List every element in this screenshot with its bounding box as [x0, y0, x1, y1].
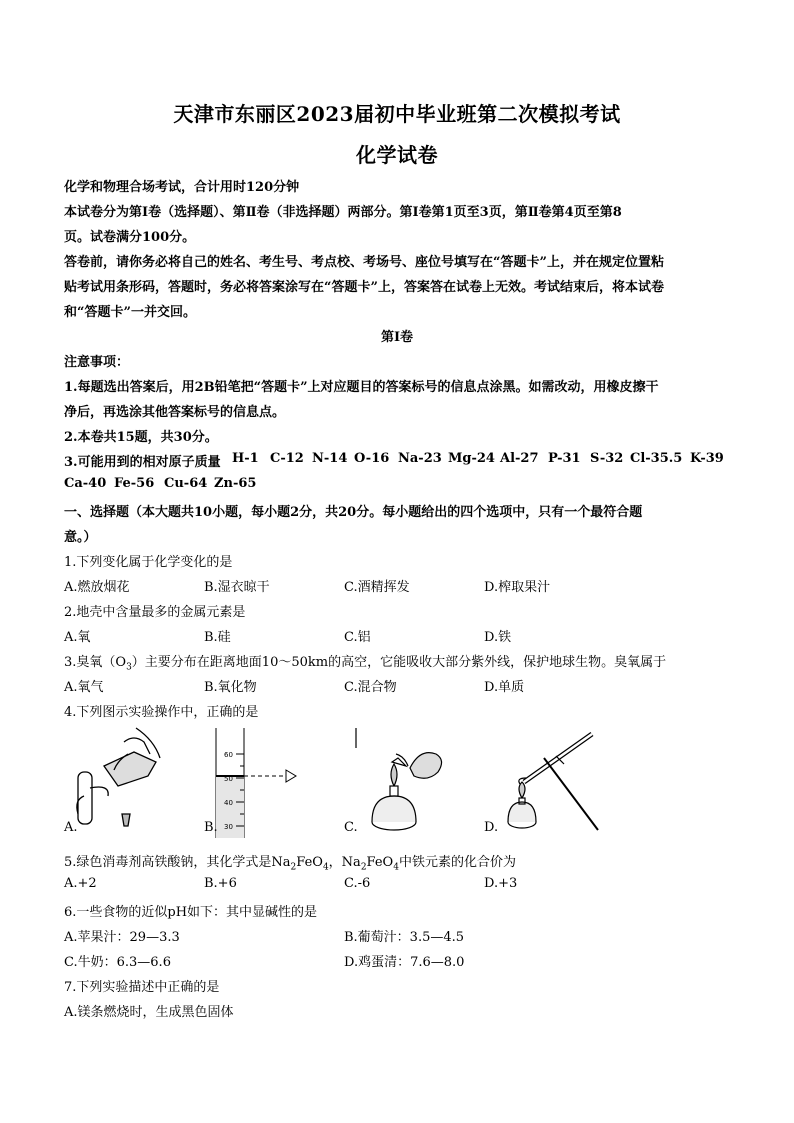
option-d: D.鸡蛋清：7.6—8.0 [344, 955, 465, 970]
question-stem: 5.绿色消毒剂高铁酸钠，其化学式是$Na_2FeO_4$，$Na_2FeO_4$中铁元素的化合价为 [64, 855, 516, 873]
option-c: C.酒精挥发 [344, 580, 410, 595]
option-b: B. [204, 820, 218, 835]
intro-line: 本试卷分为第Ⅰ卷（选择题）、第Ⅱ卷（非选择题）两部分。第Ⅰ卷第1页至3页，第Ⅱ卷第4页至第8 [64, 205, 622, 220]
option-a: A.氧气 [64, 680, 104, 695]
intro-line: 答卷前，请你务必将自己的姓名、考生号、考点校、考场号、座位号填写在“答题卡”上，并在规定位置粘 [64, 255, 664, 270]
part-heading: 意。） [64, 530, 97, 545]
option-b: B.葡萄汁：3.5—4.5 [344, 930, 465, 945]
notice-line: 净后，再选涂其他答案标号的信息点。 [64, 405, 286, 420]
atomic-mass-item: K-39 [690, 451, 724, 466]
notice-line: 2.本卷共15题，共30分。 [64, 430, 218, 445]
option-d: D. [484, 820, 499, 835]
option-a: A.氧 [64, 630, 91, 645]
svg-text:50: 50 [224, 775, 233, 783]
part-heading: 一、选择题（本大题共10小题，每小题2分，共20分。每小题给出的四个选项中，只有一个最符合题 [64, 505, 643, 520]
heating-test-tube-figure [494, 726, 606, 838]
atomic-mass-item: N-14 [312, 451, 348, 466]
graduated-cylinder-figure [212, 726, 322, 838]
option-b: B.硅 [204, 630, 231, 645]
option-a: A.燃放烟花 [64, 580, 130, 595]
option-d: D.铁 [484, 630, 512, 645]
option-d: D.+3 [484, 876, 518, 891]
notice-title: 注意事项： [64, 355, 130, 370]
atomic-mass-item: Na-23 [398, 451, 442, 466]
atomic-mass-item: C-12 [270, 451, 304, 466]
option-c: C. [344, 820, 358, 835]
atomic-mass-item: S-32 [590, 451, 624, 466]
question-stem: 4.下列图示实验操作中，正确的是 [64, 705, 259, 720]
option-a: A.镁条燃烧时，生成黑色固体 [64, 1005, 234, 1020]
atomic-mass-item: Al-27 [500, 451, 539, 466]
intro-line: 化学和物理合场考试，合计用时120分钟 [64, 180, 300, 195]
option-c: C.铝 [344, 630, 371, 645]
svg-text:40: 40 [224, 799, 233, 807]
atomic-mass-item: Ca-40 [64, 476, 107, 491]
option-d: D.单质 [484, 680, 525, 695]
option-c: C.牛奶：6.3—6.6 [64, 955, 171, 970]
atomic-mass-item: Zn-65 [214, 476, 257, 491]
page-subtitle: 化学试卷 [356, 143, 438, 167]
svg-text:30: 30 [224, 823, 233, 831]
intro-line: 和“答题卡”一并交回。 [64, 305, 196, 320]
atomic-mass-item: P-31 [548, 451, 581, 466]
alcohol-lamp-lighting-figure [352, 726, 462, 836]
option-b: B.+6 [204, 876, 237, 891]
option-b: B.氧化物 [204, 680, 257, 695]
atomic-mass-item: Fe-56 [114, 476, 155, 491]
option-a: A.苹果汁：29—3.3 [64, 930, 180, 945]
notice-line: 1.每题选出答案后，用2B铅笔把“答题卡”上对应题目的答案标号的信息点涂黑。如需改动，用橡皮擦干 [64, 380, 659, 395]
atomic-mass-item: Cu-64 [164, 476, 208, 491]
question-stem: 3.臭氧$(O_3)$主要分布在距离地面10～50km的高空，它能吸收大部分紫外线，保护地球生物。臭氧属于 [64, 655, 667, 673]
question-stem: 6.一些食物的近似pH如下：其中显碱性的是 [64, 905, 318, 920]
option-c: C.混合物 [344, 680, 397, 695]
page-title: 天津市东丽区2023届初中毕业班第二次模拟考试 [173, 102, 621, 126]
svg-text:60: 60 [224, 751, 233, 759]
intro-line: 页。试卷满分100分。 [64, 230, 196, 245]
atomic-mass-item: Mg-24 [448, 451, 495, 466]
pouring-liquid-figure [64, 726, 174, 836]
intro-line: 贴考试用条形码，答题时，务必将答案涂写在“答题卡”上，答案答在试卷上无效。考试结束后，将本试卷 [64, 280, 664, 295]
section-title: 第Ⅰ卷 [380, 330, 414, 345]
question-stem: 7.下列实验描述中正确的是 [64, 980, 220, 995]
option-c: C.-6 [344, 876, 371, 891]
atomic-mass-item: O-16 [354, 451, 390, 466]
option-a: A. [64, 820, 78, 835]
option-b: B.湿衣晾干 [204, 580, 270, 595]
option-a: A.+2 [64, 876, 97, 891]
notice-line [64, 451, 221, 470]
question-stem: 1.下列变化属于化学变化的是 [64, 555, 233, 570]
atomic-mass-item: Cl-35.5 [630, 451, 683, 466]
atomic-mass-item: H-1 [232, 451, 259, 466]
option-d: D.榨取果汁 [484, 580, 551, 595]
question-stem: 2.地壳中含量最多的金属元素是 [64, 605, 246, 620]
atomic-mass-prefix: 3.可能用到的相对原子质量 [64, 455, 221, 470]
